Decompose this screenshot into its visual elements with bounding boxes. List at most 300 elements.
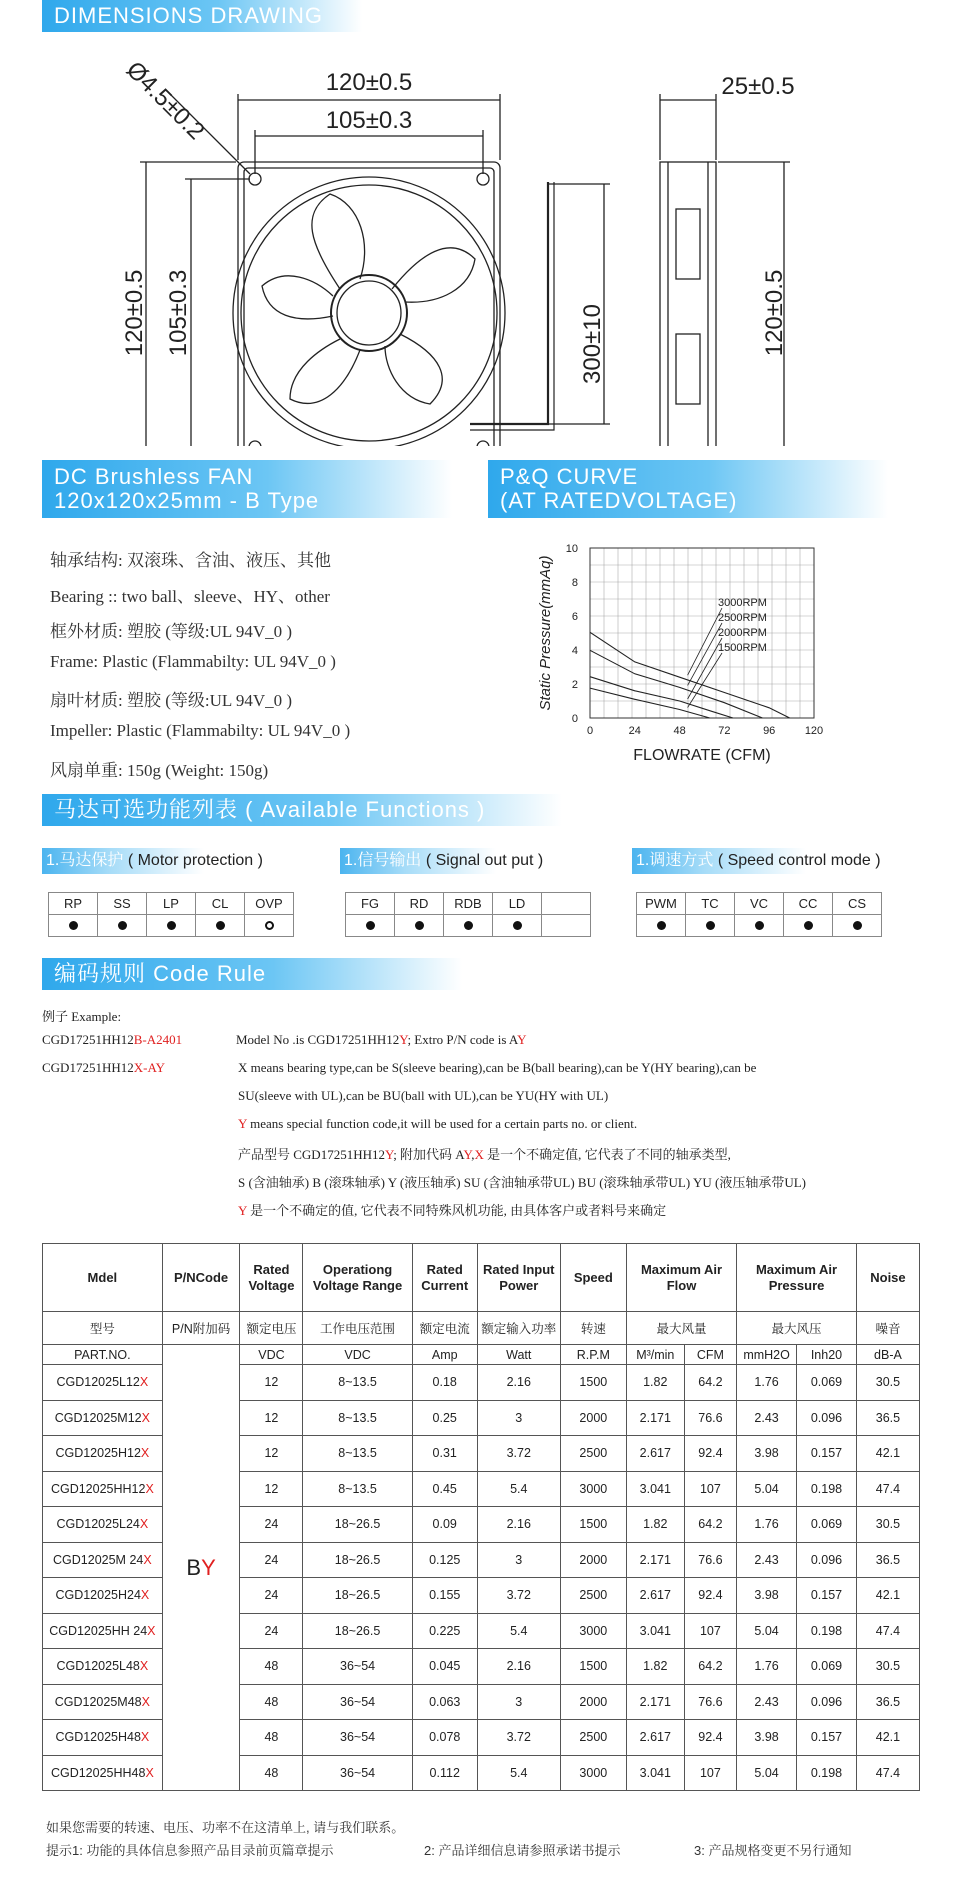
dim-outer-width: 120±0.5 xyxy=(325,69,413,96)
cell-cfm: 92.4 xyxy=(684,1720,737,1756)
cell-range: 8~13.5 xyxy=(303,1436,412,1472)
cell-inh2o: 0.198 xyxy=(797,1471,857,1507)
cell-cfm: 92.4 xyxy=(684,1578,737,1614)
function-label: CC xyxy=(784,893,833,915)
cell-amp: 0.225 xyxy=(412,1613,477,1649)
model-number: CGD12025L12 xyxy=(56,1375,140,1390)
model-cell xyxy=(43,1400,163,1436)
model-number: CGD12025M12 xyxy=(54,1410,142,1425)
model-cell xyxy=(43,1436,163,1472)
cell-m3: 3.041 xyxy=(626,1471,684,1507)
model-cell xyxy=(43,1720,163,1756)
cell-amp: 0.18 xyxy=(412,1365,477,1401)
cell-cfm: 92.4 xyxy=(684,1436,737,1472)
cell-mmh2o: 1.76 xyxy=(737,1649,797,1685)
spec-impeller-cn: 扇叶材质: 塑胶 (等级:UL 94V_0 ) xyxy=(50,691,293,710)
function-label: SS xyxy=(98,893,147,915)
cell-v: 12 xyxy=(240,1365,303,1401)
unit-cell: VDC xyxy=(303,1345,412,1365)
code-cn-line-2: S (含油轴承) B (滚珠轴承) Y (液压轴承) SU (含油轴承带UL) BU (滚珠轴承带UL) YU (液压轴承带UL) xyxy=(238,1175,806,1190)
mount-hole xyxy=(477,173,489,185)
y-tick-label: 8 xyxy=(571,577,578,589)
cell-m3: 2.617 xyxy=(626,1578,684,1614)
pq-chart xyxy=(520,540,850,780)
cell-amp: 0.112 xyxy=(412,1755,477,1791)
series-label-leader xyxy=(688,623,722,685)
cell-v: 24 xyxy=(240,1542,303,1578)
model-suffix: X xyxy=(140,1446,150,1461)
footer-contact: 如果您需要的转速、电压、功率不在这清单上, 请与我们联系。 xyxy=(46,1820,405,1835)
series-line xyxy=(590,677,733,718)
model-cell xyxy=(43,1578,163,1614)
series-line xyxy=(590,688,710,718)
model-cell xyxy=(43,1471,163,1507)
speed-control-table xyxy=(636,892,882,937)
cell-m3: 1.82 xyxy=(626,1507,684,1543)
filled-dot-icon xyxy=(415,921,424,930)
motor-protection-title xyxy=(42,848,312,874)
code-y-line: Y means special function code,it will be used for a certain parts no. or client. xyxy=(238,1116,638,1131)
fan-type-line1: DC Brushless FAN xyxy=(54,464,254,489)
cell-mmh2o: 1.76 xyxy=(737,1365,797,1401)
dimensions-drawing xyxy=(0,34,960,446)
cell-rpm: 3000 xyxy=(560,1613,626,1649)
column-header-cn: 最大风压 xyxy=(737,1312,857,1345)
cell-amp: 0.125 xyxy=(412,1542,477,1578)
cell-cfm: 107 xyxy=(684,1471,737,1507)
model-number: CGD12025H12 xyxy=(55,1446,141,1461)
motor-protection-table xyxy=(48,892,294,937)
spec-impeller-en: Impeller: Plastic (Flammabilty: UL 94V_0 ) xyxy=(50,721,351,740)
column-header-cn: P/N附加码 xyxy=(162,1312,240,1345)
fan-frame-outline xyxy=(238,162,500,446)
unit-cell: Watt xyxy=(477,1345,560,1365)
model-number: CGD12025HH12 xyxy=(50,1481,146,1496)
cell-amp: 0.063 xyxy=(412,1684,477,1720)
footer-note-3: 3: 产品规格变更不另行通知 xyxy=(694,1843,852,1858)
series-label: 2000RPM xyxy=(718,627,767,639)
cell-v: 24 xyxy=(240,1578,303,1614)
unit-cell: Inh20 xyxy=(797,1345,857,1365)
series-label-leader xyxy=(688,608,722,675)
fan-blade xyxy=(262,276,333,319)
function-label: RD xyxy=(395,893,444,915)
cell-v: 48 xyxy=(240,1755,303,1791)
y-tick-label: 0 xyxy=(571,713,578,725)
cell-watt: 3 xyxy=(477,1542,560,1578)
spec-bearing-en: Bearing :: two ball、sleeve、HY、other xyxy=(50,587,330,606)
y-tick-label: 10 xyxy=(565,543,578,555)
signal-output-table xyxy=(345,892,591,937)
unit-cell: PART.NO. xyxy=(43,1345,163,1365)
cell-rpm: 1500 xyxy=(560,1649,626,1685)
function-label: RDB xyxy=(444,893,493,915)
cell-db: 47.4 xyxy=(856,1613,919,1649)
model-suffix: X xyxy=(141,1694,150,1709)
model-suffix: X xyxy=(145,1765,154,1780)
code-rule-header: 编码规则 Code Rule xyxy=(42,958,462,990)
cell-range: 36~54 xyxy=(303,1684,412,1720)
model-suffix: X xyxy=(139,1375,149,1390)
model-number: CGD12025L48 xyxy=(56,1659,140,1674)
model-number: CGD12025H48 xyxy=(55,1730,141,1745)
cell-v: 12 xyxy=(240,1436,303,1472)
model-cell xyxy=(43,1542,163,1578)
function-mark xyxy=(637,915,686,937)
cell-inh2o: 0.069 xyxy=(797,1507,857,1543)
cell-inh2o: 0.157 xyxy=(797,1436,857,1472)
fan-blade xyxy=(312,194,365,289)
column-header-cn: 转速 xyxy=(560,1312,626,1345)
cell-m3: 2.171 xyxy=(626,1542,684,1578)
column-header: Speed xyxy=(560,1244,626,1312)
cell-rpm: 1500 xyxy=(560,1507,626,1543)
speed-control-num: 1.调速方式 xyxy=(636,852,714,869)
cell-rpm: 3000 xyxy=(560,1471,626,1507)
unit-cell: CFM xyxy=(684,1345,737,1365)
function-mark xyxy=(346,915,395,937)
cell-v: 24 xyxy=(240,1613,303,1649)
model-cell xyxy=(43,1613,163,1649)
function-label: CS xyxy=(833,893,882,915)
cell-m3: 1.82 xyxy=(626,1365,684,1401)
speed-control-label: ( Speed control mode ) xyxy=(717,852,881,869)
cell-inh2o: 0.096 xyxy=(797,1400,857,1436)
cell-range: 36~54 xyxy=(303,1649,412,1685)
code-x-line-2: SU(sleeve with UL),can be BU(ball with UL),can be YU(HY with UL) xyxy=(238,1088,609,1103)
cell-v: 24 xyxy=(240,1507,303,1543)
series-label: 1500RPM xyxy=(718,642,767,654)
function-mark xyxy=(98,915,147,937)
model-number: CGD12025M 24 xyxy=(53,1552,144,1567)
cell-amp: 0.155 xyxy=(412,1578,477,1614)
cell-rpm: 2500 xyxy=(560,1436,626,1472)
cell-amp: 0.25 xyxy=(412,1400,477,1436)
open-circle-icon xyxy=(265,921,274,930)
filled-dot-icon xyxy=(366,921,375,930)
cell-range: 8~13.5 xyxy=(303,1471,412,1507)
model-suffix: X xyxy=(145,1481,154,1496)
function-mark xyxy=(784,915,833,937)
cell-inh2o: 0.157 xyxy=(797,1720,857,1756)
cell-watt: 3.72 xyxy=(477,1720,560,1756)
series-label: 3000RPM xyxy=(718,597,767,609)
column-header: Maximum Air Flow xyxy=(626,1244,736,1312)
cell-watt: 3 xyxy=(477,1400,560,1436)
filled-dot-icon xyxy=(706,921,715,930)
cell-mmh2o: 3.98 xyxy=(737,1720,797,1756)
y-tick-label: 6 xyxy=(571,611,578,623)
spec-frame-cn: 框外材质: 塑胶 (等级:UL 94V_0 ) xyxy=(50,622,293,641)
cell-watt: 3.72 xyxy=(477,1436,560,1472)
x-tick-label: 48 xyxy=(673,725,686,737)
cell-m3: 2.617 xyxy=(626,1436,684,1472)
spec-frame-en: Frame: Plastic (Flammabilty: UL 94V_0 ) xyxy=(50,652,336,671)
unit-cell: R.P.M xyxy=(560,1345,626,1365)
column-header: Noise xyxy=(856,1244,919,1312)
fan-type-header xyxy=(42,460,452,518)
cell-inh2o: 0.069 xyxy=(797,1365,857,1401)
function-label: CL xyxy=(196,893,245,915)
function-label: LP xyxy=(147,893,196,915)
column-header-cn: 额定输入功率 xyxy=(477,1312,560,1345)
pn-code-b: B xyxy=(186,1554,202,1580)
speed-control-title xyxy=(632,848,922,874)
cell-rpm: 2000 xyxy=(560,1400,626,1436)
cell-v: 12 xyxy=(240,1471,303,1507)
code-example-1: CGD17251HH12B-A2401 xyxy=(42,1032,183,1047)
cell-cfm: 107 xyxy=(684,1613,737,1649)
cell-cfm: 64.2 xyxy=(684,1649,737,1685)
pq-line1: P&Q CURVE xyxy=(500,464,639,489)
function-mark xyxy=(49,915,98,937)
function-mark xyxy=(542,915,591,937)
function-mark xyxy=(245,915,294,937)
column-header: Rated Current xyxy=(412,1244,477,1312)
function-mark xyxy=(833,915,882,937)
function-mark xyxy=(395,915,444,937)
cell-mmh2o: 3.98 xyxy=(737,1578,797,1614)
fan-blade xyxy=(290,339,360,403)
cell-inh2o: 0.198 xyxy=(797,1613,857,1649)
cell-rpm: 2500 xyxy=(560,1578,626,1614)
pq-line2: (AT RATEDVOLTAGE) xyxy=(500,488,738,513)
pq-header xyxy=(488,460,888,518)
column-header-cn: 额定电流 xyxy=(412,1312,477,1345)
filled-dot-icon xyxy=(513,921,522,930)
dim-inner-height: 105±0.3 xyxy=(165,269,192,357)
function-mark xyxy=(444,915,493,937)
cell-rpm: 1500 xyxy=(560,1365,626,1401)
motor-protection-num: 1.马达保护 xyxy=(46,852,124,869)
cell-cfm: 64.2 xyxy=(684,1365,737,1401)
column-header: Maximum Air Pressure xyxy=(737,1244,857,1312)
cell-range: 18~26.5 xyxy=(303,1507,412,1543)
dim-depth: 25±0.5 xyxy=(721,73,795,100)
function-label: TC xyxy=(686,893,735,915)
cell-range: 18~26.5 xyxy=(303,1542,412,1578)
model-suffix: X xyxy=(140,1588,150,1603)
signal-output-label: ( Signal out put ) xyxy=(425,852,544,869)
unit-cell: M³/min xyxy=(626,1345,684,1365)
model-suffix: X xyxy=(147,1623,156,1638)
filled-dot-icon xyxy=(216,921,225,930)
unit-cell: Amp xyxy=(412,1345,477,1365)
footer-note-2: 2: 产品详细信息请参照承诺书提示 xyxy=(424,1843,621,1858)
model-cell xyxy=(43,1365,163,1401)
filled-dot-icon xyxy=(804,921,813,930)
cell-amp: 0.09 xyxy=(412,1507,477,1543)
x-tick-label: 0 xyxy=(586,725,594,737)
cell-inh2o: 0.198 xyxy=(797,1755,857,1791)
dim-hole: Ø4.5±0.2 xyxy=(120,56,210,146)
cell-watt: 2.16 xyxy=(477,1365,560,1401)
filled-dot-icon xyxy=(464,921,473,930)
function-mark xyxy=(686,915,735,937)
cell-db: 42.1 xyxy=(856,1436,919,1472)
dim-inner-width: 105±0.3 xyxy=(325,107,413,134)
y-axis-label: Static Pressure(mmAq) xyxy=(537,555,554,711)
cell-cfm: 76.6 xyxy=(684,1542,737,1578)
model-suffix: X xyxy=(141,1410,150,1425)
filled-dot-icon xyxy=(853,921,862,930)
function-mark xyxy=(493,915,542,937)
cell-inh2o: 0.096 xyxy=(797,1542,857,1578)
cell-range: 36~54 xyxy=(303,1755,412,1791)
model-number: CGD12025M48 xyxy=(54,1694,142,1709)
cell-mmh2o: 2.43 xyxy=(737,1684,797,1720)
cell-db: 30.5 xyxy=(856,1365,919,1401)
cell-rpm: 2000 xyxy=(560,1542,626,1578)
cell-db: 36.5 xyxy=(856,1400,919,1436)
column-header: P/NCode xyxy=(162,1244,240,1312)
spec-table xyxy=(42,1243,920,1791)
column-header-cn: 额定电压 xyxy=(240,1312,303,1345)
spec-bearing-cn: 轴承结构: 双滚珠、含油、液压、其他 xyxy=(50,551,331,570)
cell-range: 36~54 xyxy=(303,1720,412,1756)
code-x-line-1: X means bearing type,can be S(sleeve bearing),can be B(ball bearing),can be Y(HY bearing),can be xyxy=(238,1060,757,1075)
function-label: RP xyxy=(49,893,98,915)
cell-db: 30.5 xyxy=(856,1507,919,1543)
cell-amp: 0.31 xyxy=(412,1436,477,1472)
column-header-cn: 型号 xyxy=(43,1312,163,1345)
cell-db: 30.5 xyxy=(856,1649,919,1685)
cell-range: 8~13.5 xyxy=(303,1365,412,1401)
x-tick-label: 96 xyxy=(763,725,776,737)
model-number: CGD12025L24 xyxy=(56,1517,140,1532)
cell-amp: 0.045 xyxy=(412,1649,477,1685)
cell-watt: 2.16 xyxy=(477,1507,560,1543)
column-header-cn: 最大风量 xyxy=(626,1312,736,1345)
signal-output-title xyxy=(340,848,600,874)
fan-blade xyxy=(385,334,442,404)
cell-m3: 3.041 xyxy=(626,1613,684,1649)
spec-weight: 风扇单重: 150g (Weight: 150g) xyxy=(50,761,269,780)
column-header-cn: 工作电压范围 xyxy=(303,1312,412,1345)
cell-db: 42.1 xyxy=(856,1578,919,1614)
model-cell xyxy=(43,1684,163,1720)
fan-hub xyxy=(331,275,407,351)
cell-cfm: 76.6 xyxy=(684,1400,737,1436)
cell-watt: 3 xyxy=(477,1684,560,1720)
series-label: 2500RPM xyxy=(718,612,767,624)
cell-amp: 0.45 xyxy=(412,1471,477,1507)
cell-rpm: 3000 xyxy=(560,1755,626,1791)
x-tick-label: 24 xyxy=(628,725,641,737)
y-tick-label: 4 xyxy=(571,645,578,657)
fan-type-line2: 120x120x25mm - B Type xyxy=(54,488,320,513)
model-suffix: X xyxy=(143,1552,152,1567)
model-suffix: X xyxy=(139,1517,149,1532)
mount-hole xyxy=(249,173,261,185)
y-tick-label: 2 xyxy=(571,679,578,691)
model-number: CGD12025H24 xyxy=(55,1588,141,1603)
filled-dot-icon xyxy=(167,921,176,930)
function-label: OVP xyxy=(245,893,294,915)
column-header-cn: 噪音 xyxy=(856,1312,919,1345)
cell-db: 36.5 xyxy=(856,1542,919,1578)
cell-m3: 3.041 xyxy=(626,1755,684,1791)
cell-db: 47.4 xyxy=(856,1471,919,1507)
function-label xyxy=(542,893,591,915)
code-example-2: CGD17251HH12X-AY xyxy=(42,1060,166,1075)
unit-cell: dB-A xyxy=(856,1345,919,1365)
cell-mmh2o: 2.43 xyxy=(737,1542,797,1578)
cell-mmh2o: 5.04 xyxy=(737,1471,797,1507)
fan-blade xyxy=(392,248,475,302)
cell-m3: 2.171 xyxy=(626,1684,684,1720)
function-label: PWM xyxy=(637,893,686,915)
cell-cfm: 107 xyxy=(684,1755,737,1791)
cell-v: 48 xyxy=(240,1720,303,1756)
cell-db: 47.4 xyxy=(856,1755,919,1791)
cell-mmh2o: 1.76 xyxy=(737,1507,797,1543)
filled-dot-icon xyxy=(118,921,127,930)
cell-watt: 5.4 xyxy=(477,1613,560,1649)
model-cell xyxy=(43,1649,163,1685)
cell-inh2o: 0.157 xyxy=(797,1578,857,1614)
dim-lead-length: 300±10 xyxy=(579,304,606,384)
cell-inh2o: 0.069 xyxy=(797,1649,857,1685)
lead-wire xyxy=(470,182,548,424)
function-label: LD xyxy=(493,893,542,915)
column-header: Rated Voltage xyxy=(240,1244,303,1312)
code-model-line: Model No .is CGD17251HH12Y; Extro P/N code is AY xyxy=(236,1032,527,1047)
cell-watt: 2.16 xyxy=(477,1649,560,1685)
column-header: Mdel xyxy=(43,1244,163,1312)
mount-hole xyxy=(477,441,489,446)
cell-v: 48 xyxy=(240,1684,303,1720)
filled-dot-icon xyxy=(657,921,666,930)
cell-cfm: 76.6 xyxy=(684,1684,737,1720)
cell-mmh2o: 5.04 xyxy=(737,1613,797,1649)
dimensions-header: DIMENSIONS DRAWING xyxy=(42,0,362,32)
filled-dot-icon xyxy=(69,921,78,930)
filled-dot-icon xyxy=(755,921,764,930)
model-number: CGD12025HH 24 xyxy=(49,1623,148,1638)
x-axis-label: FLOWRATE (CFM) xyxy=(633,747,771,764)
pn-code-cell xyxy=(162,1345,240,1791)
model-number: CGD12025HH48 xyxy=(50,1765,146,1780)
function-mark xyxy=(196,915,245,937)
functions-header: 马达可选功能列表 ( Available Functions ) xyxy=(42,794,562,826)
fan-venturi xyxy=(233,177,505,446)
cell-rpm: 2500 xyxy=(560,1720,626,1756)
cell-mmh2o: 3.98 xyxy=(737,1436,797,1472)
cell-m3: 2.617 xyxy=(626,1720,684,1756)
pn-code-y: Y xyxy=(201,1554,216,1580)
function-mark xyxy=(147,915,196,937)
model-cell xyxy=(43,1755,163,1791)
cell-inh2o: 0.096 xyxy=(797,1684,857,1720)
cell-db: 42.1 xyxy=(856,1720,919,1756)
cell-amp: 0.078 xyxy=(412,1720,477,1756)
cell-rpm: 2000 xyxy=(560,1684,626,1720)
cell-m3: 2.171 xyxy=(626,1400,684,1436)
mount-hole xyxy=(249,441,261,446)
code-cn-line-1: 产品型号 CGD17251HH12Y; 附加代码 AY,X 是一个不确定值, 它代表了不同的轴承类型, xyxy=(238,1147,731,1162)
cell-watt: 3.72 xyxy=(477,1578,560,1614)
signal-output-num: 1.信号输出 xyxy=(344,852,422,869)
unit-cell: mmH2O xyxy=(737,1345,797,1365)
code-cn-line-3: Y 是一个不确定的值, 它代表不同特殊风机功能, 由具体客户或者料号来确定 xyxy=(238,1203,667,1218)
model-suffix: X xyxy=(139,1659,149,1674)
model-cell xyxy=(43,1507,163,1543)
unit-cell: VDC xyxy=(240,1345,303,1365)
motor-protection-label: ( Motor protection ) xyxy=(127,852,263,869)
cell-m3: 1.82 xyxy=(626,1649,684,1685)
dim-outer-height: 120±0.5 xyxy=(121,269,148,357)
